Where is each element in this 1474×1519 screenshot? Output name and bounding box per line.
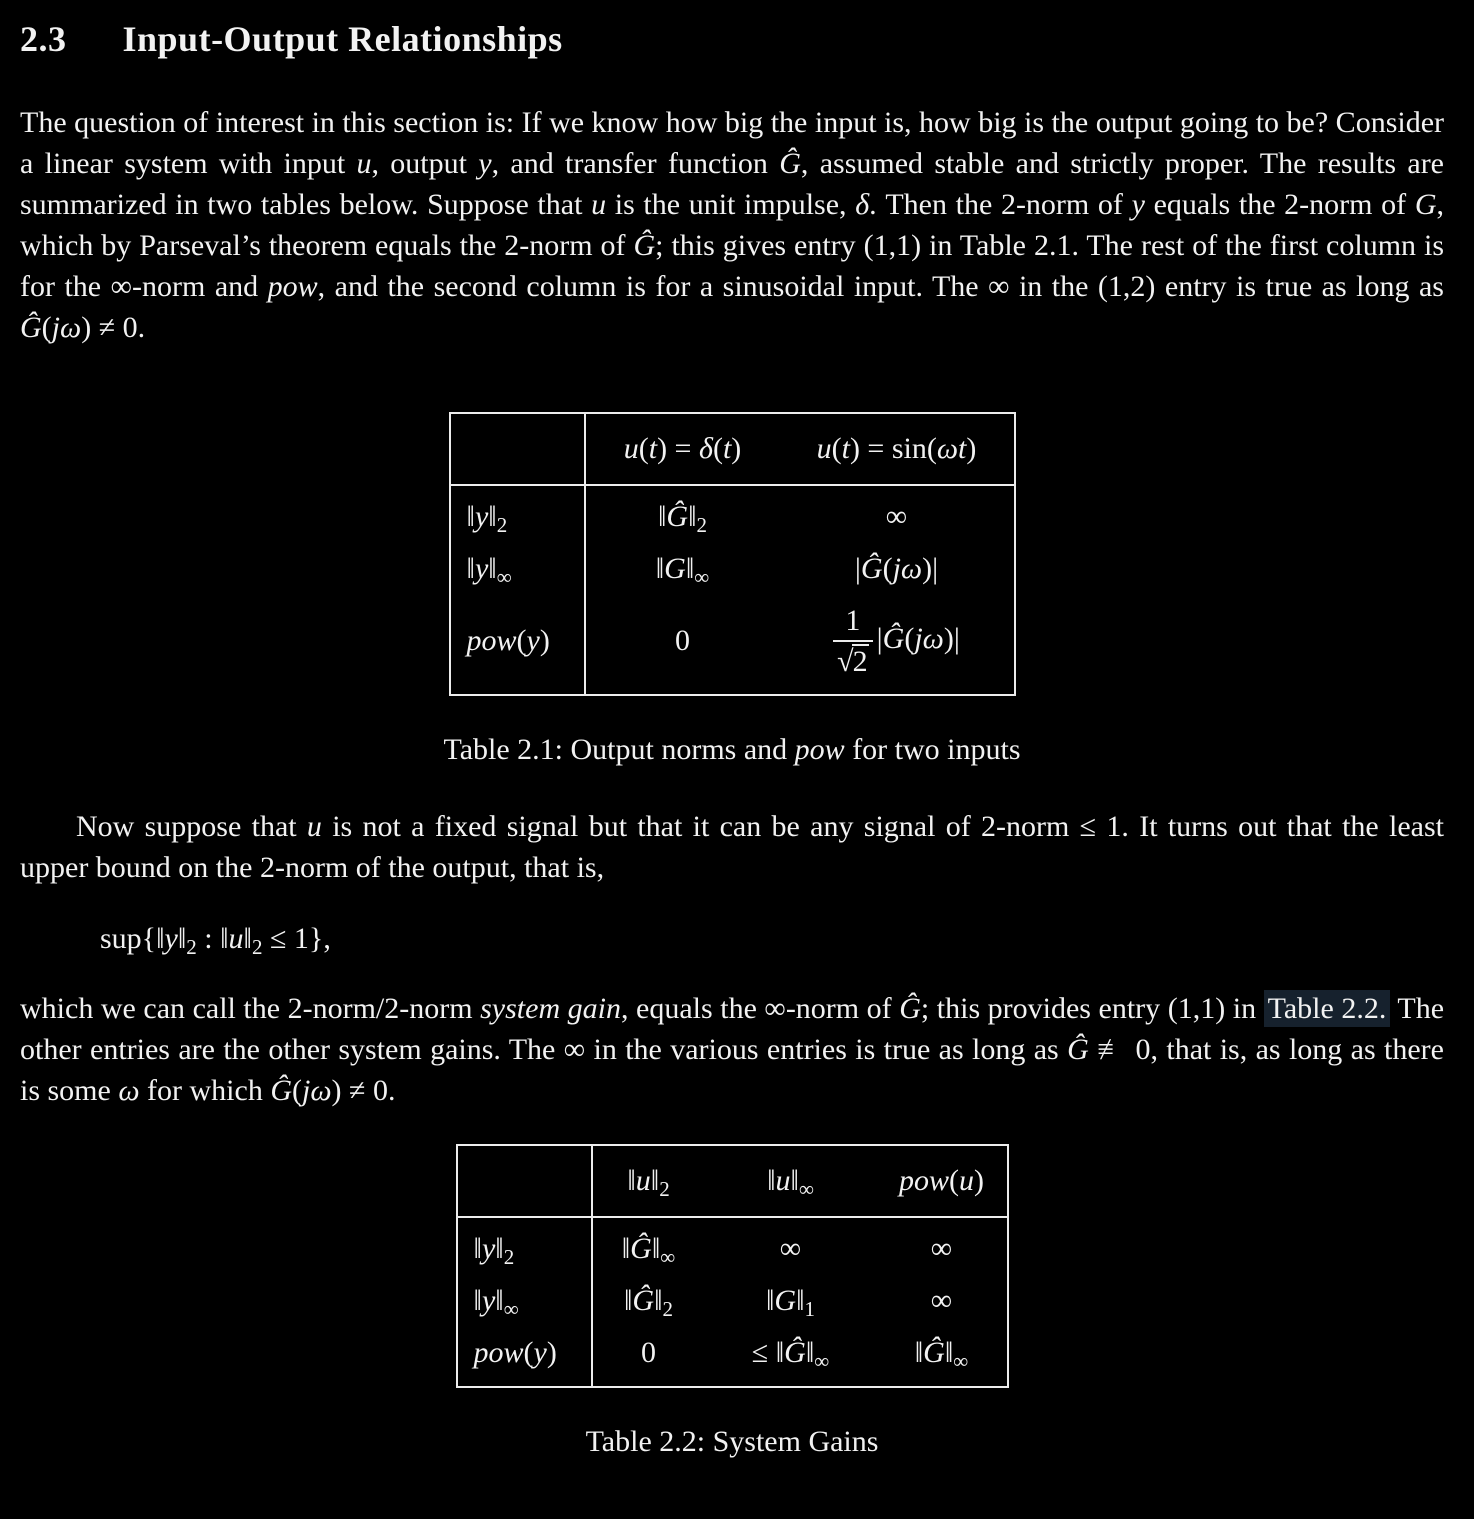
t1-cell-pow-impulse: 0 (675, 624, 690, 657)
table-row (457, 1275, 1008, 1327)
table-row (450, 485, 1015, 543)
t2-header-uinfnorm: $‖u‖_\infty$ (705, 1145, 877, 1217)
paragraph-intro: The question of interest in this section is: If we know how big the input is, how big is the output going to be? Consider a linear system with input u, output y, and transfer function Ĝ, assumed stable and strictly proper. The results are summarized in two tables below. Suppose that u is the unit impulse, δ. Then the 2-norm of y equals the 2-norm of G, which by Parseval’s theorem equals the 2-norm of Ĝ; this gives entry (1,1) in Table 2.1. The rest of the first column is for the ∞-norm and pow, and the second column is for a sinusoidal input. The ∞ in the (1,2) entry is true as long as Ĝ(jω) ≠ 0. (20, 106, 1445, 344)
t1-cell-yinf-impulse: $‖G‖_\infty$ (655, 552, 710, 589)
t1-cell-yinf-sine: |Ĝ(jω)| (854, 552, 939, 585)
table-2-1-caption: Table 2.1: Output norms and pow for two inputs (443, 733, 1021, 766)
t1-header-impulse-input: u(t) = δ(t) (585, 413, 780, 485)
t2-row-label-y2norm: $‖y‖_2$ (457, 1217, 592, 1275)
paragraph-system-gain: which we can call the 2-norm/2-norm system gain, equals the ∞-norm of Ĝ; this provides entry (1,1) in Table 2.2. The other entries are the other system gains. The ∞ in the various entries is true as long as Ĝ ≢ 0, that is, as long as there is some ω for which Ĝ(jω) ≠ 0. (20, 992, 1445, 1107)
t1-header-sine-input: u(t) = sin(ωt) (780, 413, 1015, 485)
fraction-denominator (833, 640, 872, 679)
paragraph-now-suppose: Now suppose that u is not a fixed signal but that it can be any signal of 2-norm ≤ 1. It turns out that the least upper bound on the 2-norm of the output, that is, (20, 810, 1445, 884)
fraction-one-over-sqrt2 (833, 604, 872, 678)
t1-row-label-y2norm: $‖y‖_2$ (450, 485, 585, 543)
table-2-1-header-row (450, 413, 1015, 485)
section-heading (20, 18, 1444, 60)
t2-cell-y2-u2: $‖Ĝ‖_\infty$ (621, 1232, 676, 1269)
sup-formula: $sup\{‖y‖_2$ : $‖u‖_2 \le 1$}, (100, 922, 331, 959)
t2-row-label-yinfnorm: $‖y‖_\infty$ (457, 1275, 592, 1327)
table-row (457, 1217, 1008, 1275)
section-number: 2.3 (20, 19, 67, 59)
t1-row-label-yinfnorm: $‖y‖_\infty$ (450, 543, 585, 595)
table-row (457, 1327, 1008, 1387)
t2-row-label-powy: pow(y) (457, 1327, 592, 1387)
t1-corner-cell (450, 413, 585, 485)
t2-cell-yinf-powu: ∞ (930, 1284, 953, 1317)
t2-cell-powy-uinf: ≤ $‖Ĝ‖_\infty$ (751, 1336, 830, 1373)
t1-cell-y2-impulse: $‖Ĝ‖_2$ (657, 500, 708, 537)
t2-cell-y2-powu: ∞ (930, 1232, 953, 1265)
t2-header-u2norm: $‖u‖_2$ (592, 1145, 705, 1217)
t2-cell-y2-uinf: ∞ (779, 1232, 802, 1265)
t1-cell-pow-sine (780, 595, 1015, 695)
radical-sign: √ (837, 644, 854, 678)
t2-cell-yinf-u2: $‖Ĝ‖_2$ (623, 1284, 674, 1321)
section-title: Input-Output Relationships (122, 19, 563, 59)
t1-row-label-powy: pow(y) (450, 595, 585, 695)
table-2-2-reference-link[interactable]: Table 2.2. (1264, 990, 1391, 1027)
table-2-2-caption: Table 2.2: System Gains (585, 1425, 879, 1458)
radicand: 2 (852, 644, 868, 678)
fraction-numerator: 1 (845, 604, 861, 637)
table-2-1 (449, 412, 1016, 696)
t2-cell-yinf-uinf: $‖G‖_1$ (765, 1284, 816, 1321)
t2-cell-powy-powu: $‖Ĝ‖_\infty$ (914, 1336, 969, 1373)
t2-corner-cell (457, 1145, 592, 1217)
t2-header-powu: pow(u) (877, 1145, 1008, 1217)
table-row (450, 595, 1015, 695)
table-2-2-header-row (457, 1145, 1008, 1217)
gain-magnitude: |Ĝ(jω)| (876, 621, 960, 655)
table-row (450, 543, 1015, 595)
table-2-2 (456, 1144, 1009, 1388)
t2-cell-powy-u2: 0 (641, 1336, 656, 1369)
t1-cell-y2-sine: ∞ (885, 500, 908, 533)
